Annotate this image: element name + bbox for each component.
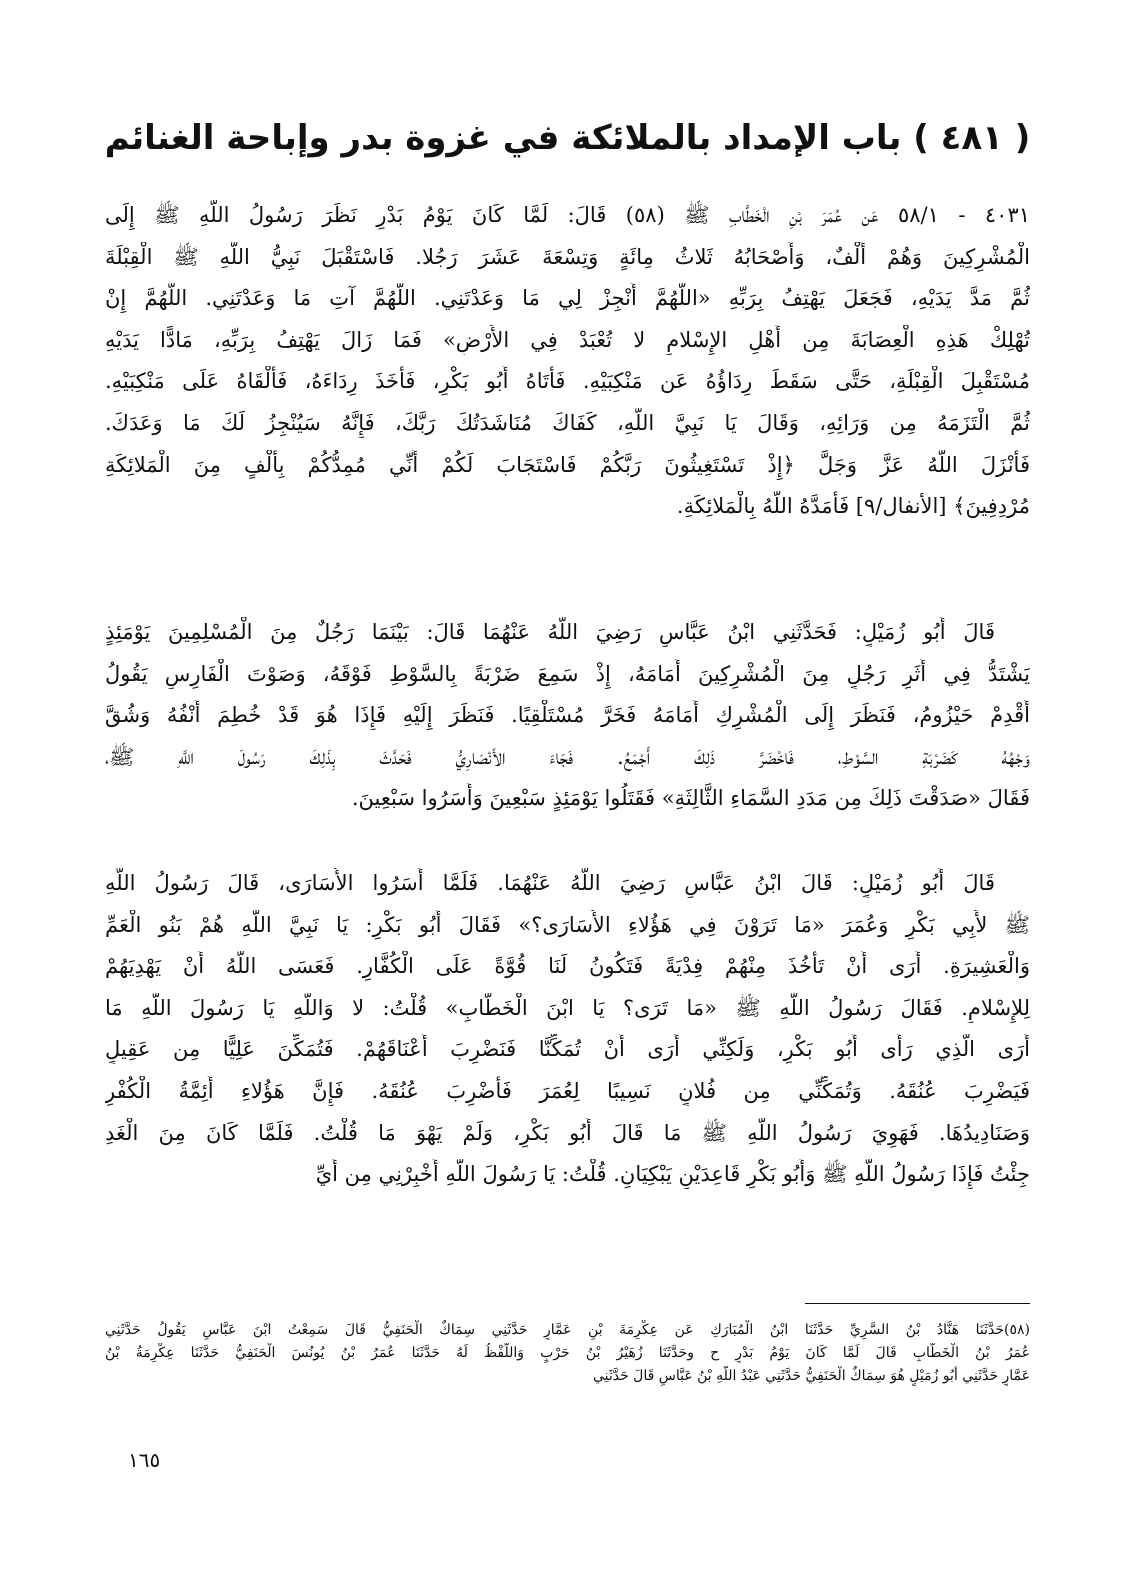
page-number: ١٦٥ [128,1448,161,1472]
text-line: قَالَ أَبُو زُمَيْلٍ: قَالَ ابْنُ عَبَّاسٍ رَضِيَ اللَّهُ عَنْهُمَا. فَلَمَّا أَسَرُوا الأُسَارَى، قَالَ رَسُولُ اللَّهِ [105,871,995,895]
text-line: تُهْلِكْ هَذِهِ الْعِصَابَةَ مِن أَهْلِ الإِسْلامِ لا تُعْبَدْ فِي الأَرْضِ» فَمَا زَالَ يَهْتِفُ بِرَبِّهِ، مَادًّا يَدَيْهِ [105,327,1030,352]
text-line: مُسْتَقْبِلَ الْقِبْلَةِ، حَتَّى سَقَطَ رِدَاؤُهُ عَن مَنْكِبَيْهِ. فَأَتَاهُ أَبُو بَكْرٍ، فَأَخَذَ رِدَاءَهُ، فَأَلْقَاهُ عَلَى مَنْكِبَيْهِ. [105,369,1030,394]
text-line: وَجْهُهُ كَضَرْبَةِ السَّوْطِ، فَاخْضَرَّ ذَلِكَ أَجْمَعُ. فَجَاءَ الأَنْصَارِيُّ فَحَدَّثَ بِذَلِكَ رَسُولَ اللَّهِ ﷺ، [105,744,1030,769]
text-line: قَالَ أَبُو زُمَيْلٍ: فَحَدَّثَنِي ابْنُ عَبَّاسٍ رَضِيَ اللَّهُ عَنْهُمَا قَالَ: بَيْنَمَا رَجُلٌ مِنَ الْمُسْلِمِينَ يَوْمَئِذٍ [105,620,995,644]
text-line: فَقَالَ «صَدَقْتَ ذَلِكَ مِن مَدَدِ السَّمَاءِ الثَّالِثَةِ» فَقَتَلُوا يَوْمَئِذٍ سَبْعِينَ وَأَسَرُوا سَبْعِينَ. [351,786,1030,811]
footnote-line: عُمَرُ بْنُ الْخَطَّابِ قَالَ لَمَّا كَانَ يَوْمُ بَدْرٍ ح وحَدَّثَنَا زُهَيْرُ بْنُ حَرْبٍ وَاللَّفْظُ لَهُ حَدَّثَنَا عُمَرُ بْنُ يُونُسَ الْحَنَفِيُّ حَدَّثَنَا عِكْرِمَةُ بْنُ [105,1345,1030,1361]
text-line: وَصَنَادِيدُهَا. فَهَوِيَ رَسُولُ اللَّهِ ﷺ مَا قَالَ أَبُو بَكْرٍ، وَلَمْ يَهْوَ مَا قُلْتُ. فَلَمَّا كَانَ مِنَ الْغَدِ [105,1120,1030,1145]
text-line: لِلإِسْلامِ. فَقَالَ رَسُولُ اللَّهِ ﷺ «مَا تَرَى؟ يَا ابْنَ الْخَطَّابِ» قُلْتُ: لا وَاللَّهِ يَا رَسُولَ اللَّهِ مَا [105,995,1030,1020]
footnote-line: (٥٨)حَدَّثَنَا هَنَّادُ بْنُ السَّرِيِّ حَدَّثَنَا ابْنُ الْمُبَارَكِ عَن عِكْرِمَةَ بْنِ عَمَّارٍ حَدَّثَنِي سِمَاكٌ الْحَنَفِيُّ قَالَ سَمِعْتُ ابْنَ عَبَّاسٍ يَقُولُ حَدَّثَنِي [105,1322,1030,1338]
footnote-divider [805,1303,1030,1304]
text-line: يَشْتَدُّ فِي أَثَرِ رَجُلٍ مِنَ الْمُشْرِكِينَ أَمَامَهُ، إِذْ سَمِعَ ضَرْبَةً بِالسَّوْطِ فَوْقَهُ، وَصَوْتَ الْفَارِسِ يَقُولُ [105,661,1030,686]
text-line: وَالْعَشِيرَةِ. أَرَى أَنْ تَأْخُذَ مِنْهُمْ فِدْيَةً فَتَكُونُ لَنَا قُوَّةً عَلَى الْكُفَّارِ. فَعَسَى اللَّهُ أَنْ يَهْدِيَهُمْ [105,954,1030,979]
text-line: أَرَى الَّذِي رَأَى أَبُو بَكْرٍ، وَلَكِنِّي أَرَى أَنْ تُمَكِّنَّا فَنَضْرِبَ أَعْنَاقَهُمْ. فَتُمَكِّنَ عَلِيًّا مِن عَقِيلٍ [105,1037,1030,1062]
text-line: ثُمَّ الْتَزَمَهُ مِن وَرَائِهِ، وَقَالَ يَا نَبِيَّ اللَّهِ، كَفَاكَ مُنَاشَدَتُكَ رَبَّكَ، فَإِنَّهُ سَيُنْجِزُ لَكَ مَا وَعَدَكَ. [105,411,1030,435]
text-line: مُرْدِفِينَ﴾ [الأنفال/٩] فَأَمَدَّهُ اللَّهُ بِالْمَلائِكَةِ. [676,494,1030,519]
text-line: ٤٠٣١ - ٥٨/١ عَن عُمَرَ بْنِ الْخَطَّابِ ﷺ (٥٨) قَالَ: لَمَّا كَانَ يَوْمُ بَدْرٍ نَظَرَ رَسُولُ اللَّهِ ﷺ إِلَى [105,203,1030,227]
text-line: ثُمَّ مَدَّ يَدَيْهِ، فَجَعَلَ يَهْتِفُ بِرَبِّهِ «اللَّهُمَّ أَنْجِزْ لِي مَا وَعَدْتَنِي. اللَّهُمَّ آتِ مَا وَعَدْتَنِي. اللَّهُمَّ إِنْ [105,286,1030,311]
text-line: ﷺ لأَبِي بَكْرٍ وَعُمَرَ «مَا تَرَوْنَ فِي هَؤُلاءِ الأُسَارَى؟» فَقَالَ أَبُو بَكْرٍ: يَا نَبِيَّ اللَّهِ هُمْ بَنُو الْعَمِّ [105,912,1030,937]
text-line: فَيَضْرِبَ عُنُقَهُ. وَتُمَكِّنِّي مِن فُلانٍ نَسِيبًا لِعُمَرَ فَأَضْرِبَ عُنُقَهُ. فَإِنَّ هَؤُلاءِ أَئِمَّةُ الْكُفْرِ [105,1079,1030,1103]
text-line: أَقْدِمْ حَيْزُومُ، فَنَظَرَ إِلَى الْمُشْرِكِ أَمَامَهُ فَخَرَّ مُسْتَلْقِيًا. فَنَظَرَ إِلَيْهِ فَإِذَا هُوَ قَدْ خُطِمَ أَنْفُهُ وَشُقَّ [105,703,1030,728]
chapter-title: ( ٤٨١ ) باب الإمداد بالملائكة في غزوة بدر وإباحة الغنائم [104,118,1031,158]
text-line: جِئْتُ فَإِذَا رَسُولُ اللَّهِ ﷺ وَأَبُو بَكْرٍ قَاعِدَيْنِ يَبْكِيَانِ. قُلْتُ: يَا رَسُولَ اللَّهِ أَخْبِرْنِي مِن أَيِّ [315,1162,1030,1187]
footnote-line: عَمَّارٍ حَدَّثَنِي أَبُو زُمَيْلٍ هُوَ سِمَاكٌ الْحَنَفِيُّ حَدَّثَنِي عَبْدُ اللَّهِ بْنُ عَبَّاسٍ قَالَ حَدَّثَنِي [592,1368,1030,1384]
text-line: فَأَنْزَلَ اللَّهُ عَزَّ وَجَلَّ ﴿إِذْ تَسْتَغِيثُونَ رَبَّكُمْ فَاسْتَجَابَ لَكُمْ أَنِّي مُمِدُّكُمْ بِأَلْفٍ مِنَ الْمَلائِكَةِ [105,452,1030,477]
text-line: الْمُشْرِكِينَ وَهُمْ أَلْفٌ، وَأَصْحَابُهُ ثَلاثُ مِائَةٍ وَتِسْعَةَ عَشَرَ رَجُلا. فَاسْتَقْبَلَ نَبِيُّ اللَّهِ ﷺ الْقِبْلَةَ [105,244,1030,269]
